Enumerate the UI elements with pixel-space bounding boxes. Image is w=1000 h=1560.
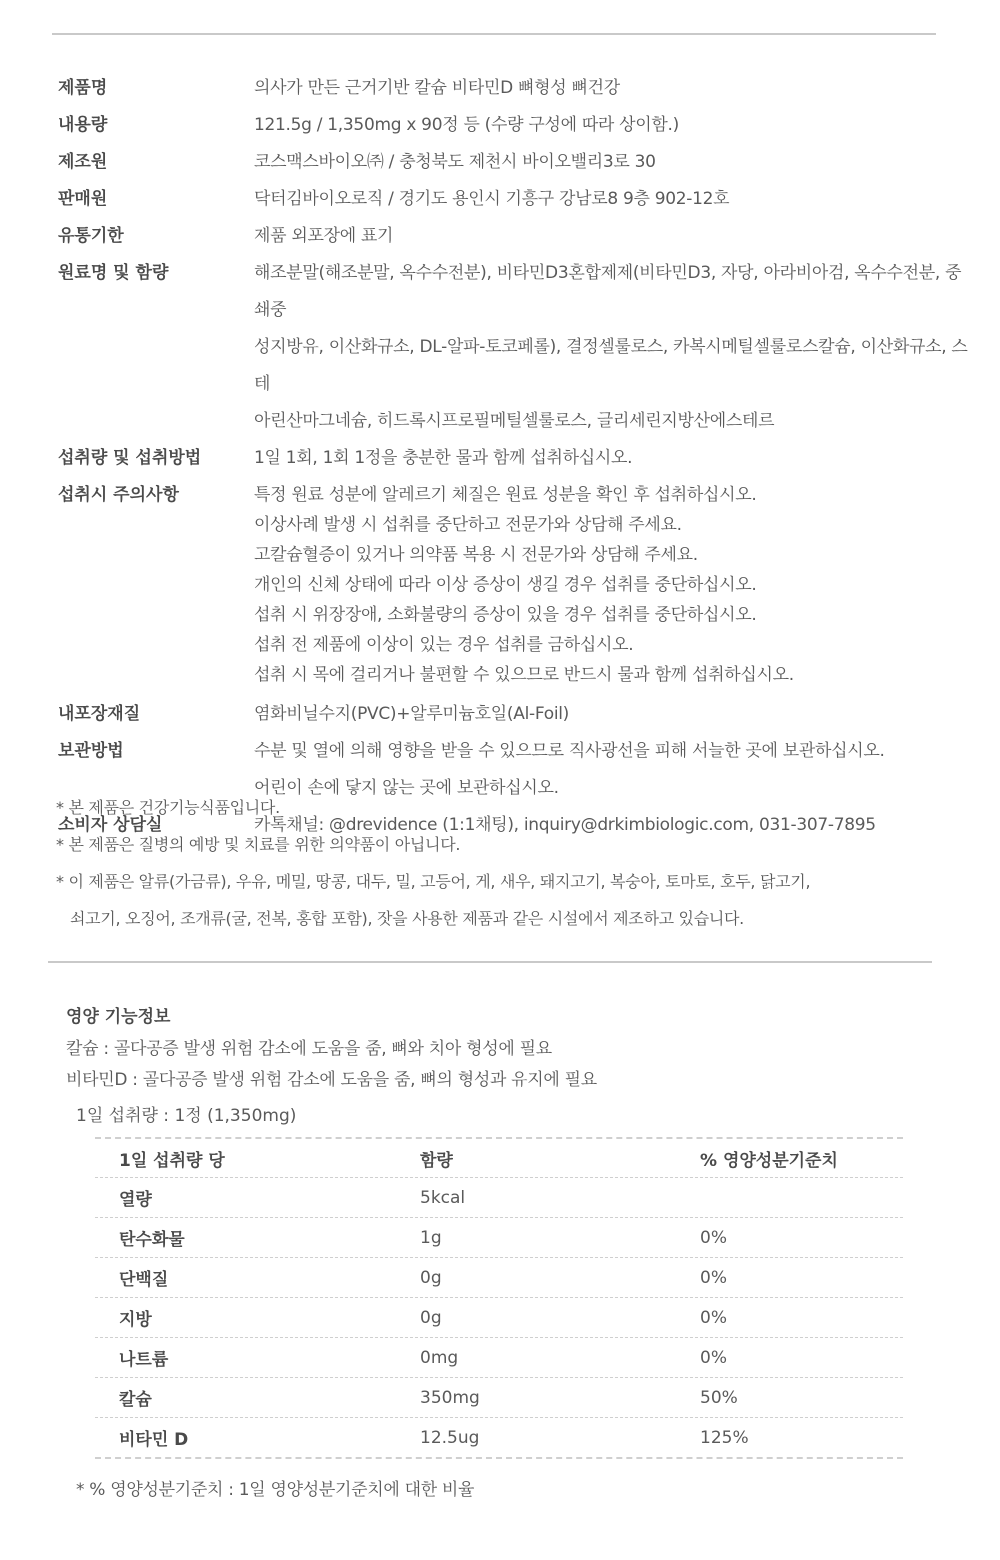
nutrient-percent: 50% (700, 1387, 738, 1408)
nutrient-percent: 0% (700, 1267, 727, 1288)
label-seller: 판매원 (58, 189, 108, 209)
nutrient-amount: 1g (420, 1227, 442, 1248)
notice-allergen-line: 쇠고기, 오징어, 조개류(굴, 전복, 홍합 포함), 잣을 사용한 제품과 같은 시설에서 제조하고 있습니다. (70, 909, 744, 928)
notice-item: * 본 제품은 건강기능식품입니다. (56, 798, 280, 817)
row-volume (58, 107, 968, 144)
notice-list (56, 789, 956, 937)
header-per-serving: 1일 섭취량 당 (119, 1150, 225, 1171)
label-ingredients: 원료명 및 함량 (58, 263, 169, 283)
daily-value-footnote: * % 영양성분기준치 : 1일 영양성분기준치에 대한 비율 (76, 1480, 475, 1500)
section-divider (48, 961, 932, 963)
nutrient-name: 단백질 (119, 1270, 169, 1290)
serving-size: 1일 섭취량 : 1정 (1,350mg) (76, 1106, 297, 1126)
ingredients-line: 해조분말(해조분말, 옥수수전분), 비타민D3혼합제제(비타민D3, 자당, 아라비아검, 옥수수전분, 중쇄중 (254, 263, 962, 320)
caution-line: 특정 원료 성분에 알레르기 체질은 원료 성분을 확인 후 섭취하십시오. (254, 485, 757, 505)
nutrient-name: 열량 (119, 1190, 152, 1210)
nutrient-amount: 12.5ug (420, 1427, 480, 1448)
top-divider (52, 33, 936, 35)
label-contact: 소비자 상담실 (58, 815, 163, 835)
label-intake: 섭취량 및 섭취방법 (58, 448, 202, 468)
label-storage: 보관방법 (58, 741, 124, 761)
header-amount: 함량 (420, 1150, 453, 1171)
caution-line: 개인의 신체 상태에 따라 이상 증상이 생길 경우 섭취를 중단하십시오. (254, 575, 757, 595)
row-ingredients (58, 255, 968, 440)
caution-line: 섭취 시 위장장애, 소화불량의 증상이 있을 경우 섭취를 중단하십시오. (254, 605, 757, 625)
label-volume: 내용량 (58, 115, 108, 135)
table-row (95, 1377, 903, 1417)
nutrient-amount: 0g (420, 1307, 442, 1328)
nutrient-percent: 0% (700, 1347, 727, 1368)
nutrient-amount: 0mg (420, 1347, 459, 1368)
nutrition-table-bottom-rule (95, 1457, 903, 1459)
nutrition-function-calcium: 칼슘 : 골다공증 발생 위험 감소에 도움을 줌, 뼈와 치아 형성에 필요 (66, 1039, 552, 1059)
value-contact: 카톡채널: @drevidence (1:1채팅), inquiry@drkimbiologic.com, 031-307-7895 (254, 815, 876, 835)
nutrient-percent: 125% (700, 1427, 749, 1448)
label-expiry: 유통기한 (58, 226, 124, 246)
nutrition-function-vitamin-d: 비타민D : 골다공증 발생 위험 감소에 도움을 줌, 뼈의 형성과 유지에 필요 (66, 1070, 597, 1090)
table-row (95, 1257, 903, 1297)
row-manufacturer (58, 144, 968, 181)
nutrient-percent: 0% (700, 1227, 727, 1248)
table-row (95, 1337, 903, 1377)
nutrient-amount: 5kcal (420, 1187, 466, 1208)
value-caution (254, 480, 968, 690)
caution-line: 섭취 시 목에 걸리거나 불편할 수 있으므로 반드시 물과 함께 섭취하십시오. (254, 665, 794, 685)
row-seller (58, 181, 968, 218)
row-product-name (58, 70, 968, 107)
nutrient-name: 나트륨 (119, 1350, 169, 1370)
label-product-name: 제품명 (58, 78, 108, 98)
caution-line: 섭취 전 제품에 이상이 있는 경우 섭취를 금하십시오. (254, 635, 634, 655)
table-row (95, 1177, 903, 1217)
nutrient-name: 탄수화물 (119, 1230, 185, 1250)
storage-line: 어린이 손에 닿지 않는 곳에 보관하십시오. (254, 778, 559, 798)
table-row (95, 1297, 903, 1337)
ingredients-line: 성지방유, 이산화규소, DL-알파-토코페롤), 결정셀룰로스, 카복시메틸셀룰로스칼슘, 이산화규소, 스테 (254, 337, 968, 394)
product-info-table (58, 70, 968, 844)
table-row (95, 1417, 903, 1457)
nutrient-percent: 0% (700, 1307, 727, 1328)
value-packaging: 염화비닐수지(PVC)+알루미늄호일(Al-Foil) (254, 704, 569, 724)
nutrition-section (66, 1000, 936, 1131)
notice-item: * 본 제품은 질병의 예방 및 치료를 위한 의약품이 아닙니다. (56, 835, 461, 854)
nutrient-amount: 0g (420, 1267, 442, 1288)
header-daily-value: % 영양성분기준치 (700, 1150, 838, 1171)
label-packaging: 내포장재질 (58, 704, 141, 724)
row-packaging (58, 696, 968, 733)
row-intake (58, 440, 968, 477)
notice-item (56, 863, 956, 937)
value-ingredients (254, 255, 968, 440)
nutrition-table-header (95, 1137, 903, 1177)
ingredients-line: 아린산마그네슘, 히드록시프로필메틸셀룰로스, 글리세린지방산에스테르 (254, 411, 775, 431)
value-product-name: 의사가 만든 근거기반 칼슘 비타민D 뼈형성 뼈건강 (254, 78, 620, 98)
nutrient-name: 비타민 D (119, 1430, 189, 1450)
nutrient-name: 칼슘 (119, 1390, 152, 1410)
notice-allergen-line: * 이 제품은 알류(가금류), 우유, 메밀, 땅콩, 대두, 밀, 고등어, 게, 새우, 돼지고기, 복숭아, 토마토, 호두, 닭고기, (56, 872, 811, 891)
row-expiry (58, 218, 968, 255)
value-volume: 121.5g / 1,350mg x 90정 등 (수량 구성에 따라 상이함.) (254, 115, 679, 135)
value-seller: 닥터김바이오로직 / 경기도 용인시 기흥구 강남로8 9층 902-12호 (254, 189, 730, 209)
value-intake: 1일 1회, 1회 1정을 충분한 물과 함께 섭취하십시오. (254, 448, 633, 468)
value-manufacturer: 코스맥스바이오㈜ / 충청북도 제천시 바이오밸리3로 30 (254, 152, 656, 172)
value-expiry: 제품 외포장에 표기 (254, 226, 394, 246)
nutrition-table (95, 1137, 903, 1459)
table-row (95, 1217, 903, 1257)
nutrient-amount: 350mg (420, 1387, 480, 1408)
label-caution: 섭취시 주의사항 (58, 485, 179, 505)
storage-line: 수분 및 열에 의해 영향을 받을 수 있으므로 직사광선을 피해 서늘한 곳에 보관하십시오. (254, 741, 885, 761)
row-caution (58, 480, 968, 690)
nutrient-name: 지방 (119, 1310, 152, 1330)
caution-line: 고칼슘혈증이 있거나 의약품 복용 시 전문가와 상담해 주세요. (254, 545, 698, 565)
label-manufacturer: 제조원 (58, 152, 108, 172)
nutrition-title: 영양 기능정보 (66, 1007, 171, 1027)
caution-line: 이상사례 발생 시 섭취를 중단하고 전문가와 상담해 주세요. (254, 515, 682, 535)
